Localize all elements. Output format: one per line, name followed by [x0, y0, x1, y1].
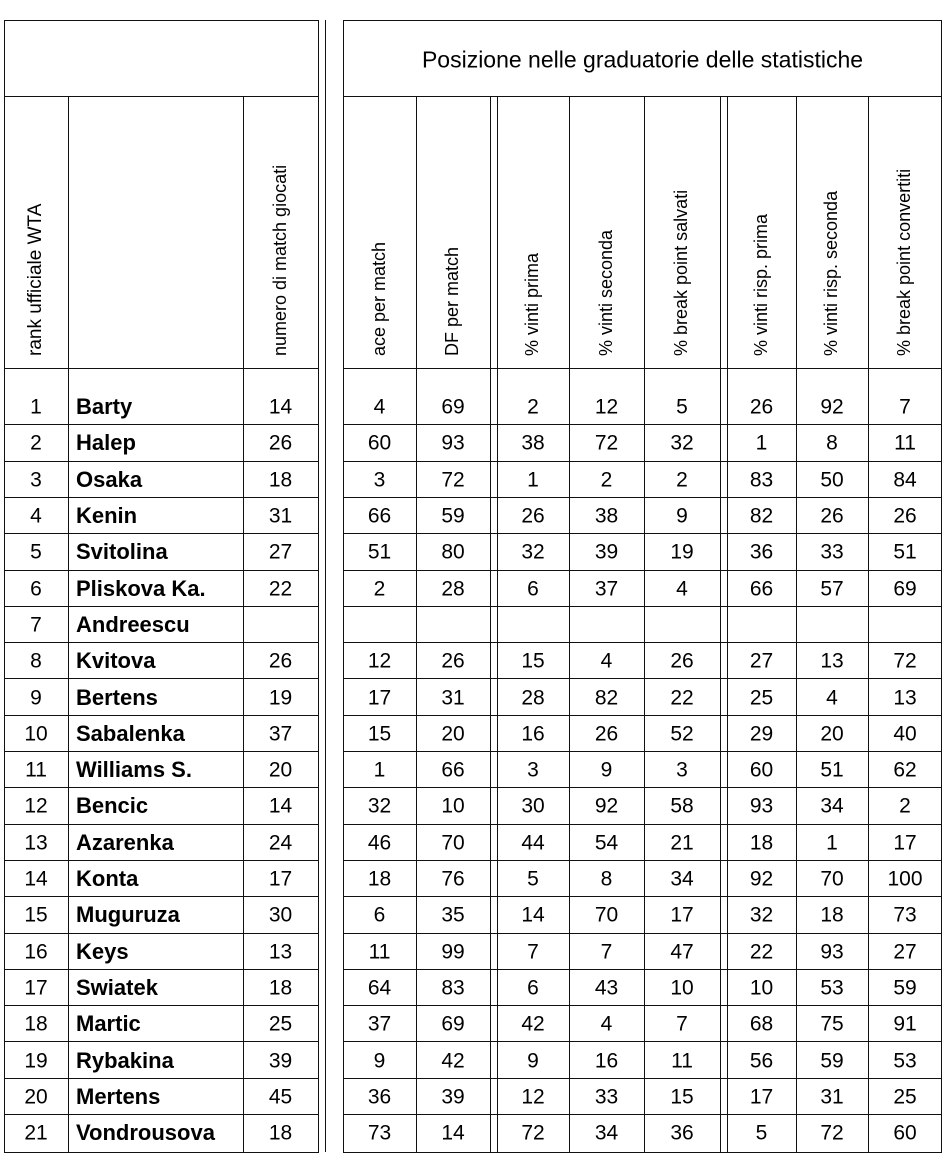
row-divider-right [343, 461, 942, 462]
gap-right-border [343, 20, 344, 1152]
stat-cell: 26 [820, 504, 844, 528]
rank-cell: 20 [24, 1085, 48, 1109]
stat-cell: 73 [893, 903, 917, 927]
stat-cell: 15 [367, 722, 392, 746]
stat-cell: 53 [820, 976, 844, 1000]
stat-cell: 34 [594, 1121, 619, 1145]
stat-cell: 32 [670, 431, 694, 455]
col-divider [416, 96, 417, 1152]
row-divider-right [343, 896, 942, 897]
stat-cell: 36 [749, 540, 774, 564]
stat-cell: 93 [749, 794, 774, 818]
player-name: Barty [76, 394, 133, 420]
stat-cell: 30 [268, 903, 293, 927]
column-header: % vinti risp. prima [750, 213, 771, 356]
stat-cell: 12 [594, 395, 619, 419]
stat-cell: 16 [594, 1049, 619, 1073]
row-divider-left [4, 1005, 319, 1006]
stat-cell: 8 [600, 867, 613, 891]
stat-cell: 8 [826, 431, 838, 455]
stat-cell: 28 [521, 686, 545, 710]
stat-cell: 20 [820, 722, 844, 746]
stat-cell: 52 [670, 722, 694, 746]
stat-cell: 17 [268, 867, 293, 891]
stat-cell: 34 [820, 794, 844, 818]
player-name: Muguruza [76, 902, 180, 928]
stat-cell: 19 [268, 686, 293, 710]
stat-cell: 34 [670, 867, 694, 891]
row-divider-left [4, 933, 319, 934]
stat-cell: 17 [367, 686, 392, 710]
left-border [4, 20, 5, 1152]
stat-cell: 39 [268, 1049, 293, 1073]
stat-cell: 62 [893, 758, 917, 782]
row-divider-left [4, 715, 319, 716]
col-divider [243, 96, 244, 1152]
title-divider-right [343, 96, 942, 97]
player-name: Bencic [76, 793, 149, 819]
col-divider [644, 96, 645, 1152]
stat-cell: 7 [676, 1012, 688, 1036]
stat-cell: 38 [594, 504, 619, 528]
stat-cell: 46 [367, 831, 392, 855]
stat-cell: 7 [600, 940, 613, 964]
player-name: Svitolina [76, 539, 168, 565]
stat-cell: 92 [594, 794, 619, 818]
stat-cell: 58 [670, 794, 694, 818]
row-divider-left [4, 860, 319, 861]
row-divider-right [343, 497, 942, 498]
player-name: Konta [76, 866, 139, 892]
stat-cell: 70 [441, 831, 465, 855]
stat-cell: 83 [749, 468, 774, 492]
rank-cell: 1 [30, 395, 42, 419]
row-divider-right [343, 424, 942, 425]
player-name: Osaka [76, 466, 143, 492]
stat-cell: 14 [521, 903, 545, 927]
stat-cell: 2 [373, 577, 386, 601]
stat-cell: 27 [893, 940, 917, 964]
stat-cell: 30 [521, 794, 545, 818]
player-name: Kenin [76, 503, 138, 529]
stat-cell: 93 [441, 431, 465, 455]
player-name: Kvitova [76, 648, 156, 674]
stat-cell: 18 [268, 468, 293, 492]
stat-cell: 80 [441, 540, 465, 564]
row-divider-left [4, 461, 319, 462]
stat-cell: 25 [749, 686, 774, 710]
stat-cell: 14 [268, 794, 293, 818]
stat-cell: 66 [441, 758, 465, 782]
stat-cell: 9 [527, 1049, 539, 1073]
rank-cell: 14 [24, 867, 48, 891]
player-name: Andreescu [76, 611, 190, 637]
stat-cell: 75 [820, 1012, 844, 1036]
stat-cell: 3 [373, 468, 386, 492]
title-divider-left [4, 96, 319, 97]
rank-cell: 12 [24, 794, 48, 818]
column-header: % break point salvati [671, 189, 691, 356]
stat-cell: 72 [594, 431, 619, 455]
stat-cell: 18 [268, 976, 293, 1000]
stat-cell: 26 [670, 649, 694, 673]
row-divider-right [343, 1005, 942, 1006]
row-divider-right [343, 787, 942, 788]
stat-cell: 26 [268, 649, 293, 673]
player-name: Martic [76, 1011, 141, 1037]
row-divider-right [343, 969, 942, 970]
rank-cell: 11 [25, 758, 47, 782]
stat-cell: 28 [441, 577, 465, 601]
stat-cell: 82 [749, 504, 774, 528]
stat-cell: 31 [820, 1085, 844, 1109]
stat-cell: 13 [893, 686, 917, 710]
row-divider-left [4, 1078, 319, 1079]
player-name: Keys [76, 938, 129, 964]
stat-cell: 47 [670, 940, 694, 964]
stat-cell: 4 [373, 395, 386, 419]
row-divider-left [4, 424, 319, 425]
stat-cell: 25 [268, 1012, 293, 1036]
row-divider-right [343, 1041, 942, 1042]
stat-cell: 5 [527, 867, 539, 891]
row-divider-left [4, 824, 319, 825]
rank-cell: 21 [24, 1121, 48, 1145]
top-border-left [4, 20, 319, 21]
stat-cell: 51 [893, 540, 917, 564]
stat-cell: 92 [749, 867, 774, 891]
col-divider [68, 96, 69, 1152]
stat-cell: 16 [521, 722, 545, 746]
stat-cell: 93 [820, 940, 844, 964]
stat-cell: 18 [268, 1121, 293, 1145]
stat-cell: 32 [367, 794, 392, 818]
row-divider-left [4, 751, 319, 752]
row-divider-left [4, 1041, 319, 1042]
stat-cell: 73 [367, 1121, 392, 1145]
stat-cell: 70 [594, 903, 619, 927]
stat-cell: 36 [367, 1085, 392, 1109]
stat-cell: 14 [441, 1121, 465, 1145]
stat-cell: 84 [893, 468, 917, 492]
row-divider-right [343, 678, 942, 679]
stat-cell: 2 [676, 468, 688, 492]
stat-cell: 1 [826, 831, 838, 855]
rank-cell: 13 [24, 831, 48, 855]
stat-cell: 10 [670, 976, 694, 1000]
column-header: rank ufficiale WTA [25, 203, 46, 356]
stat-cell: 22 [749, 940, 774, 964]
row-divider-left [4, 896, 319, 897]
stat-cell: 43 [594, 976, 619, 1000]
stat-cell: 1 [527, 468, 539, 492]
stat-cell: 18 [820, 903, 844, 927]
row-divider-right [343, 642, 942, 643]
row-divider-left [4, 678, 319, 679]
stat-cell: 54 [594, 831, 619, 855]
rank-cell: 2 [30, 431, 42, 455]
stat-cell: 26 [441, 649, 465, 673]
rank-cell: 8 [30, 649, 42, 673]
col-divider [720, 96, 721, 1152]
stat-cell: 15 [670, 1085, 694, 1109]
stat-cell: 4 [676, 577, 688, 601]
col-divider [569, 96, 570, 1152]
stat-cell: 69 [441, 1012, 465, 1036]
stat-cell: 18 [749, 831, 774, 855]
stat-cell: 2 [899, 794, 911, 818]
row-divider-left [4, 1114, 319, 1115]
stat-cell: 26 [594, 722, 619, 746]
stat-cell: 27 [749, 649, 774, 673]
stat-cell: 3 [676, 758, 688, 782]
stat-cell: 6 [527, 976, 539, 1000]
player-name: Sabalenka [76, 720, 185, 746]
stat-cell: 7 [527, 940, 539, 964]
player-name: Halep [76, 430, 136, 456]
col-divider [490, 96, 491, 1152]
stat-cell: 17 [749, 1085, 774, 1109]
stat-cell: 4 [600, 649, 613, 673]
player-name: Mertens [76, 1083, 161, 1109]
stat-cell: 36 [670, 1121, 694, 1145]
stat-cell: 9 [676, 504, 688, 528]
row-divider-right [343, 933, 942, 934]
row-divider-right [343, 824, 942, 825]
row-divider-right [343, 570, 942, 571]
row-divider-right [343, 533, 942, 534]
stat-cell: 7 [899, 395, 911, 419]
rank-cell: 9 [30, 686, 42, 710]
rank-cell: 16 [24, 940, 48, 964]
stat-cell: 17 [670, 903, 694, 927]
stat-cell: 26 [749, 395, 774, 419]
stat-cell: 64 [367, 976, 392, 1000]
player-name: Bertens [76, 684, 158, 710]
stat-cell: 40 [893, 722, 917, 746]
stat-cell: 10 [749, 976, 774, 1000]
row-divider-left [4, 570, 319, 571]
stat-cell: 24 [268, 831, 293, 855]
stat-cell: 66 [749, 577, 774, 601]
stat-cell: 18 [367, 867, 392, 891]
stat-cell: 53 [893, 1049, 917, 1073]
stat-cell: 20 [441, 722, 465, 746]
stat-cell: 72 [521, 1121, 545, 1145]
stat-cell: 5 [676, 395, 688, 419]
stat-cell: 69 [441, 395, 465, 419]
stat-cell: 42 [441, 1049, 465, 1073]
row-divider-left [4, 533, 319, 534]
player-name: Pliskova Ka. [76, 575, 206, 601]
stat-cell: 33 [594, 1085, 619, 1109]
row-divider-right [343, 606, 942, 607]
row-divider-right [343, 860, 942, 861]
stat-cell: 59 [820, 1049, 844, 1073]
stat-cell: 51 [820, 758, 844, 782]
stat-cell: 11 [894, 431, 916, 455]
gap-divider [325, 20, 326, 1152]
stat-cell: 60 [749, 758, 774, 782]
stat-cell: 69 [893, 577, 917, 601]
stat-cell: 2 [600, 468, 613, 492]
stat-cell: 59 [893, 976, 917, 1000]
player-name: Vondrousova [76, 1120, 215, 1146]
header-divider-right [343, 368, 942, 369]
stat-cell: 2 [527, 395, 539, 419]
bottom-border-left [4, 1152, 319, 1153]
row-divider-right [343, 1114, 942, 1115]
stat-cell: 11 [671, 1049, 693, 1073]
stat-cell: 57 [820, 577, 844, 601]
stat-cell: 100 [887, 867, 923, 891]
rank-cell: 19 [24, 1049, 48, 1073]
stat-cell: 10 [441, 794, 465, 818]
row-divider-left [4, 969, 319, 970]
bottom-border-right [343, 1152, 942, 1153]
stat-cell: 32 [521, 540, 545, 564]
rank-cell: 15 [24, 903, 48, 927]
stat-cell: 76 [441, 867, 465, 891]
stat-cell: 4 [826, 686, 838, 710]
column-header: DF per match [442, 246, 462, 356]
stat-cell: 99 [441, 940, 465, 964]
top-border-right [343, 20, 942, 21]
stat-cell: 25 [893, 1085, 917, 1109]
col-divider-double [497, 96, 498, 1152]
stat-cell: 72 [820, 1121, 844, 1145]
player-name: Swiatek [76, 974, 158, 1000]
col-divider-double [727, 96, 728, 1152]
stat-cell: 26 [521, 504, 545, 528]
column-header: % vinti risp. seconda [821, 190, 841, 356]
stat-cell: 29 [749, 722, 774, 746]
row-divider-right [343, 1078, 942, 1079]
stat-cell: 44 [521, 831, 545, 855]
player-name: Williams S. [76, 757, 192, 783]
stat-cell: 13 [820, 649, 844, 673]
player-name: Rybakina [76, 1047, 174, 1073]
stat-cell: 5 [755, 1121, 768, 1145]
stat-cell: 4 [600, 1012, 613, 1036]
rank-cell: 3 [30, 468, 42, 492]
stat-cell: 38 [521, 431, 545, 455]
row-divider-left [4, 642, 319, 643]
rank-cell: 6 [30, 577, 42, 601]
stat-cell: 31 [441, 686, 465, 710]
col-divider [796, 96, 797, 1152]
stat-cell: 68 [749, 1012, 774, 1036]
stat-cell: 14 [268, 395, 293, 419]
right-border [941, 20, 942, 1153]
stat-cell: 60 [893, 1121, 917, 1145]
row-divider-left [4, 606, 319, 607]
stat-cell: 91 [893, 1012, 917, 1036]
stat-cell: 12 [521, 1085, 545, 1109]
stat-cell: 37 [268, 722, 293, 746]
row-divider-right [343, 751, 942, 752]
stat-cell: 32 [749, 903, 774, 927]
stat-cell: 72 [893, 649, 917, 673]
stat-cell: 70 [820, 867, 844, 891]
rank-cell: 4 [30, 504, 42, 528]
stat-cell: 21 [670, 831, 694, 855]
stat-cell: 35 [441, 903, 465, 927]
rank-cell: 5 [30, 540, 42, 564]
rank-cell: 7 [30, 613, 42, 637]
row-divider-right [343, 715, 942, 716]
header-divider-left [4, 368, 319, 369]
stat-cell: 11 [368, 940, 391, 964]
stat-cell: 51 [367, 540, 392, 564]
stat-cell: 22 [268, 577, 293, 601]
gap-left-border [318, 20, 319, 1152]
stat-cell: 27 [268, 540, 293, 564]
stat-cell: 26 [893, 504, 917, 528]
column-header: ace per match [368, 241, 389, 356]
rank-cell: 18 [24, 1012, 48, 1036]
stat-cell: 12 [367, 649, 392, 673]
stat-cell: 22 [670, 686, 694, 710]
column-header: % vinti prima [522, 252, 542, 356]
stat-cell: 82 [594, 686, 619, 710]
stat-cell: 3 [527, 758, 539, 782]
stat-cell: 31 [268, 504, 293, 528]
stat-cell: 1 [373, 758, 386, 782]
row-divider-left [4, 787, 319, 788]
stat-cell: 33 [820, 540, 844, 564]
rank-cell: 17 [24, 976, 48, 1000]
stat-cell: 66 [367, 504, 392, 528]
stat-cell: 39 [441, 1085, 465, 1109]
table-title: Posizione nelle graduatorie delle statistiche [421, 46, 864, 73]
stat-cell: 83 [441, 976, 465, 1000]
stat-cell: 45 [268, 1085, 293, 1109]
row-divider-left [4, 497, 319, 498]
stat-cell: 6 [373, 903, 386, 927]
stat-cell: 15 [521, 649, 545, 673]
stat-cell: 37 [594, 577, 619, 601]
column-header: % vinti seconda [595, 229, 616, 356]
stat-cell: 39 [594, 540, 619, 564]
stat-cell: 42 [521, 1012, 545, 1036]
stat-cell: 72 [441, 468, 465, 492]
stat-cell: 17 [893, 831, 917, 855]
stat-cell: 56 [749, 1049, 774, 1073]
col-divider [868, 96, 869, 1152]
stat-cell: 37 [367, 1012, 392, 1036]
stat-cell: 1 [755, 431, 768, 455]
stat-cell: 13 [268, 940, 293, 964]
stat-cell: 9 [373, 1049, 386, 1073]
column-header: % break point convertiti [894, 168, 914, 356]
stat-cell: 9 [600, 758, 613, 782]
stat-cell: 19 [670, 540, 694, 564]
stat-cell: 59 [441, 504, 465, 528]
stat-cell: 6 [527, 577, 539, 601]
player-name: Azarenka [76, 829, 174, 855]
stat-cell: 92 [820, 395, 844, 419]
rank-cell: 10 [24, 722, 48, 746]
stat-cell: 26 [268, 431, 293, 455]
stat-cell: 60 [367, 431, 392, 455]
stat-cell: 20 [268, 758, 293, 782]
column-header: numero di match giocati [269, 164, 290, 356]
stat-cell: 50 [820, 468, 844, 492]
